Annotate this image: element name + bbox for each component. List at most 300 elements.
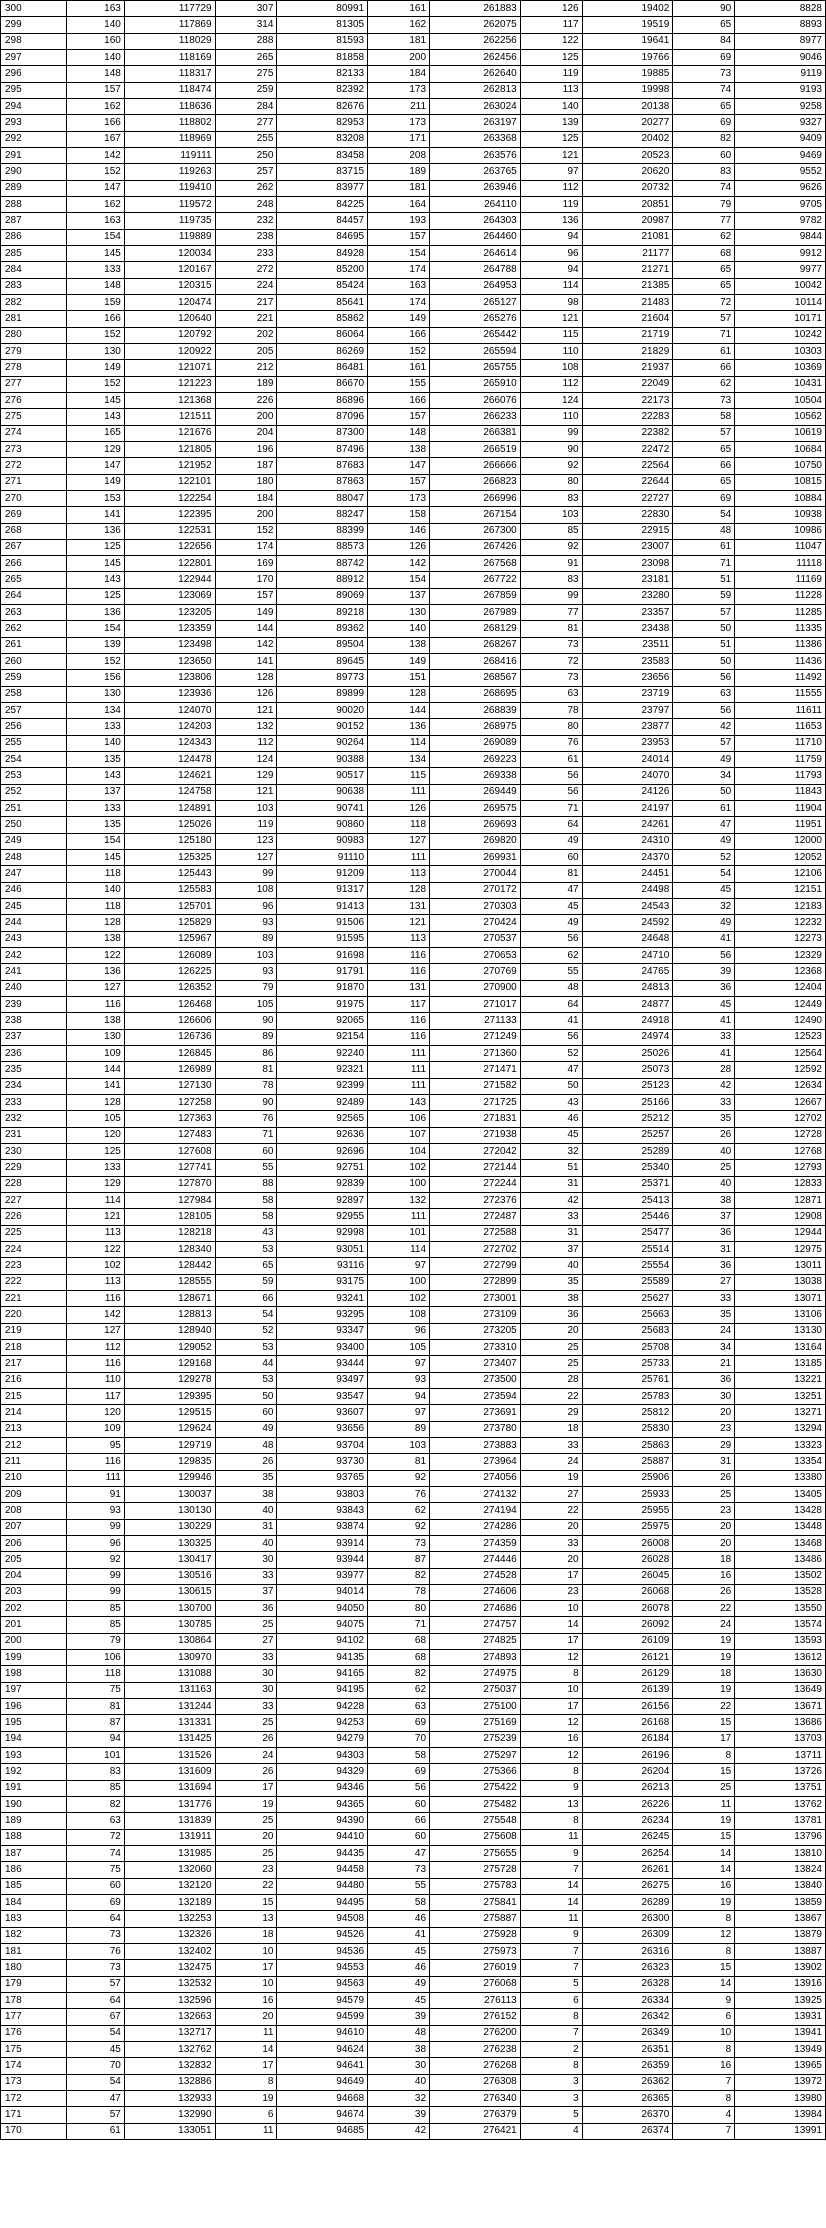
table-cell: 83208 xyxy=(277,131,368,147)
table-cell: 69 xyxy=(368,1764,430,1780)
table-cell: 163 xyxy=(368,278,430,294)
table-row xyxy=(1,1960,826,1976)
table-row xyxy=(1,1797,826,1813)
table-cell: 275548 xyxy=(430,1813,521,1829)
table-cell: 277 xyxy=(215,115,277,131)
table-cell: 45 xyxy=(673,997,735,1013)
table-cell: 173 xyxy=(1,2074,67,2090)
table-cell: 40 xyxy=(673,1176,735,1192)
table-cell: 26234 xyxy=(582,1813,673,1829)
table-cell: 94050 xyxy=(277,1601,368,1617)
table-cell: 114 xyxy=(368,735,430,751)
table-cell: 207 xyxy=(1,1519,67,1535)
table-cell: 103 xyxy=(520,507,582,523)
table-cell: 294 xyxy=(1,98,67,114)
table-cell: 275 xyxy=(1,409,67,425)
table-cell: 67 xyxy=(67,2009,125,2025)
table-cell: 129835 xyxy=(124,1454,215,1470)
table-cell: 24451 xyxy=(582,866,673,882)
table-cell: 89 xyxy=(215,1029,277,1045)
table-cell: 126352 xyxy=(124,980,215,996)
table-cell: 34 xyxy=(673,1339,735,1355)
table-cell: 136 xyxy=(368,719,430,735)
table-cell: 65 xyxy=(673,262,735,278)
table-cell: 119 xyxy=(520,66,582,82)
table-cell: 65 xyxy=(215,1258,277,1274)
table-cell: 71 xyxy=(673,327,735,343)
table-cell: 247 xyxy=(1,866,67,882)
table-cell: 10242 xyxy=(735,327,826,343)
table-cell: 111 xyxy=(368,850,430,866)
table-cell: 269693 xyxy=(430,817,521,833)
table-cell: 25446 xyxy=(582,1209,673,1225)
table-cell: 124070 xyxy=(124,703,215,719)
table-cell: 24 xyxy=(673,1323,735,1339)
table-cell: 26359 xyxy=(582,2058,673,2074)
table-row xyxy=(1,2042,826,2058)
table-cell: 93656 xyxy=(277,1421,368,1437)
table-cell: 94228 xyxy=(277,1699,368,1715)
table-cell: 13887 xyxy=(735,1944,826,1960)
table-cell: 129515 xyxy=(124,1405,215,1421)
table-cell: 92 xyxy=(520,539,582,555)
table-cell: 10938 xyxy=(735,507,826,523)
table-row xyxy=(1,866,826,882)
table-cell: 6 xyxy=(215,2107,277,2123)
table-cell: 93400 xyxy=(277,1339,368,1355)
table-cell: 229 xyxy=(1,1160,67,1176)
table-row xyxy=(1,1290,826,1306)
table-cell: 268267 xyxy=(430,637,521,653)
table-row xyxy=(1,327,826,343)
table-cell: 119410 xyxy=(124,180,215,196)
table-cell: 10431 xyxy=(735,376,826,392)
table-cell: 261 xyxy=(1,637,67,653)
table-cell: 94674 xyxy=(277,2107,368,2123)
table-cell: 11611 xyxy=(735,703,826,719)
table-cell: 13221 xyxy=(735,1372,826,1388)
table-cell: 118169 xyxy=(124,49,215,65)
table-cell: 17 xyxy=(215,1960,277,1976)
table-cell: 273883 xyxy=(430,1437,521,1453)
table-cell: 270653 xyxy=(430,948,521,964)
table-cell: 25955 xyxy=(582,1503,673,1519)
table-cell: 90388 xyxy=(277,752,368,768)
table-cell: 141 xyxy=(215,654,277,670)
table-cell: 163 xyxy=(67,213,125,229)
table-cell: 179 xyxy=(1,1976,67,1992)
table-cell: 8828 xyxy=(735,1,826,17)
table-cell: 129395 xyxy=(124,1388,215,1404)
table-row xyxy=(1,784,826,800)
table-cell: 24070 xyxy=(582,768,673,784)
table-cell: 83715 xyxy=(277,164,368,180)
table-cell: 112 xyxy=(520,376,582,392)
table-cell: 266233 xyxy=(430,409,521,425)
table-row xyxy=(1,507,826,523)
table-cell: 125443 xyxy=(124,866,215,882)
table-cell: 263368 xyxy=(430,131,521,147)
table-cell: 26334 xyxy=(582,1993,673,2009)
table-cell: 8 xyxy=(520,1813,582,1829)
table-cell: 145 xyxy=(67,245,125,261)
table-cell: 269575 xyxy=(430,801,521,817)
table-cell: 148 xyxy=(67,66,125,82)
table-cell: 112 xyxy=(520,180,582,196)
table-cell: 38 xyxy=(368,2042,430,2058)
table-row xyxy=(1,1029,826,1045)
table-cell: 87096 xyxy=(277,409,368,425)
table-cell: 155 xyxy=(368,376,430,392)
table-cell: 26309 xyxy=(582,1927,673,1943)
table-row xyxy=(1,2025,826,2041)
table-row xyxy=(1,1813,826,1829)
table-cell: 244 xyxy=(1,915,67,931)
table-cell: 160 xyxy=(67,33,125,49)
table-cell: 123069 xyxy=(124,588,215,604)
table-cell: 79 xyxy=(673,196,735,212)
table-row xyxy=(1,1601,826,1617)
table-cell: 25812 xyxy=(582,1405,673,1421)
table-cell: 276152 xyxy=(430,2009,521,2025)
table-cell: 50 xyxy=(673,621,735,637)
table-cell: 11653 xyxy=(735,719,826,735)
table-cell: 76 xyxy=(67,1944,125,1960)
table-row xyxy=(1,1568,826,1584)
table-cell: 94685 xyxy=(277,2123,368,2139)
table-cell: 264 xyxy=(1,588,67,604)
table-cell: 52 xyxy=(520,1046,582,1062)
table-cell: 272487 xyxy=(430,1209,521,1225)
table-cell: 81 xyxy=(520,866,582,882)
table-cell: 19641 xyxy=(582,33,673,49)
table-cell: 224 xyxy=(215,278,277,294)
table-row xyxy=(1,1895,826,1911)
table-cell: 237 xyxy=(1,1029,67,1045)
table-cell: 4 xyxy=(520,2123,582,2139)
table-cell: 120315 xyxy=(124,278,215,294)
table-cell: 65 xyxy=(673,278,735,294)
table-cell: 270303 xyxy=(430,899,521,915)
table-cell: 61 xyxy=(673,801,735,817)
table-cell: 56 xyxy=(673,703,735,719)
table-cell: 269 xyxy=(1,507,67,523)
table-cell: 139 xyxy=(67,637,125,653)
table-cell: 22 xyxy=(215,1878,277,1894)
table-cell: 183 xyxy=(1,1911,67,1927)
table-cell: 89899 xyxy=(277,686,368,702)
table-cell: 118802 xyxy=(124,115,215,131)
table-cell: 125 xyxy=(67,539,125,555)
table-cell: 132990 xyxy=(124,2107,215,2123)
table-cell: 270900 xyxy=(430,980,521,996)
table-cell: 84225 xyxy=(277,196,368,212)
table-cell: 91413 xyxy=(277,899,368,915)
table-cell: 121223 xyxy=(124,376,215,392)
table-row xyxy=(1,1209,826,1225)
table-row xyxy=(1,1405,826,1421)
table-cell: 12 xyxy=(520,1650,582,1666)
table-cell: 154 xyxy=(67,833,125,849)
table-row xyxy=(1,1241,826,1257)
table-cell: 56 xyxy=(368,1780,430,1796)
table-cell: 12404 xyxy=(735,980,826,996)
table-cell: 33 xyxy=(673,1290,735,1306)
table-cell: 131244 xyxy=(124,1699,215,1715)
table-cell: 26300 xyxy=(582,1911,673,1927)
table-cell: 272042 xyxy=(430,1143,521,1159)
table-cell: 23511 xyxy=(582,637,673,653)
table-row xyxy=(1,278,826,294)
table-cell: 13726 xyxy=(735,1764,826,1780)
table-cell: 205 xyxy=(215,343,277,359)
table-cell: 88247 xyxy=(277,507,368,523)
table-cell: 152 xyxy=(67,654,125,670)
table-cell: 264788 xyxy=(430,262,521,278)
table-cell: 178 xyxy=(1,1993,67,2009)
table-cell: 12793 xyxy=(735,1160,826,1176)
table-cell: 264303 xyxy=(430,213,521,229)
table-row xyxy=(1,801,826,817)
table-row xyxy=(1,147,826,163)
table-cell: 23438 xyxy=(582,621,673,637)
table-cell: 100 xyxy=(368,1176,430,1192)
table-cell: 29 xyxy=(673,1437,735,1453)
table-cell: 265127 xyxy=(430,294,521,310)
table-cell: 94390 xyxy=(277,1813,368,1829)
table-cell: 140 xyxy=(67,17,125,33)
table-cell: 85 xyxy=(520,523,582,539)
table-cell: 25830 xyxy=(582,1421,673,1437)
table-cell: 161 xyxy=(368,360,430,376)
table-cell: 261883 xyxy=(430,1,521,17)
table-cell: 11759 xyxy=(735,752,826,768)
table-cell: 12728 xyxy=(735,1127,826,1143)
table-cell: 11904 xyxy=(735,801,826,817)
table-cell: 92 xyxy=(520,458,582,474)
table-cell: 275655 xyxy=(430,1846,521,1862)
table-cell: 296 xyxy=(1,66,67,82)
table-cell: 202 xyxy=(1,1601,67,1617)
table-cell: 26275 xyxy=(582,1878,673,1894)
table-cell: 140 xyxy=(67,49,125,65)
table-cell: 128340 xyxy=(124,1241,215,1257)
table-cell: 220 xyxy=(1,1307,67,1323)
table-cell: 269449 xyxy=(430,784,521,800)
table-cell: 90 xyxy=(520,441,582,457)
table-cell: 87496 xyxy=(277,441,368,457)
table-cell: 184 xyxy=(368,66,430,82)
table-row xyxy=(1,409,826,425)
table-cell: 8 xyxy=(520,2009,582,2025)
table-cell: 26078 xyxy=(582,1601,673,1617)
table-cell: 122944 xyxy=(124,572,215,588)
table-cell: 25863 xyxy=(582,1437,673,1453)
table-cell: 20732 xyxy=(582,180,673,196)
table-cell: 14 xyxy=(215,2042,277,2058)
table-cell: 10042 xyxy=(735,278,826,294)
table-cell: 93 xyxy=(215,964,277,980)
table-cell: 73 xyxy=(67,1960,125,1976)
table-cell: 33 xyxy=(520,1535,582,1551)
table-cell: 136 xyxy=(67,605,125,621)
table-cell: 92154 xyxy=(277,1029,368,1045)
table-cell: 22382 xyxy=(582,425,673,441)
table-cell: 121071 xyxy=(124,360,215,376)
table-cell: 26 xyxy=(215,1764,277,1780)
table-cell: 263765 xyxy=(430,164,521,180)
table-cell: 128 xyxy=(215,670,277,686)
table-cell: 31 xyxy=(215,1519,277,1535)
table-cell: 92 xyxy=(368,1519,430,1535)
table-cell: 99 xyxy=(520,588,582,604)
table-cell: 152 xyxy=(67,164,125,180)
table-cell: 53 xyxy=(215,1241,277,1257)
table-cell: 26068 xyxy=(582,1584,673,1600)
table-cell: 157 xyxy=(67,82,125,98)
table-cell: 272 xyxy=(215,262,277,278)
table-cell: 96 xyxy=(520,245,582,261)
table-cell: 21177 xyxy=(582,245,673,261)
table-cell: 83 xyxy=(673,164,735,180)
table-row xyxy=(1,1339,826,1355)
table-cell: 17 xyxy=(520,1633,582,1649)
table-cell: 88 xyxy=(215,1176,277,1192)
table-cell: 131 xyxy=(368,980,430,996)
table-cell: 9 xyxy=(520,1927,582,1943)
table-cell: 26184 xyxy=(582,1731,673,1747)
table-cell: 103 xyxy=(215,801,277,817)
table-cell: 20851 xyxy=(582,196,673,212)
table-cell: 21271 xyxy=(582,262,673,278)
table-cell: 133 xyxy=(67,1160,125,1176)
table-cell: 131609 xyxy=(124,1764,215,1780)
table-cell: 126225 xyxy=(124,964,215,980)
table-cell: 13941 xyxy=(735,2025,826,2041)
table-cell: 93295 xyxy=(277,1307,368,1323)
table-cell: 38 xyxy=(673,1192,735,1208)
table-cell: 121 xyxy=(215,703,277,719)
table-cell: 137 xyxy=(67,784,125,800)
table-cell: 288 xyxy=(215,33,277,49)
table-cell: 55 xyxy=(520,964,582,980)
table-cell: 7 xyxy=(520,2025,582,2041)
table-row xyxy=(1,1519,826,1535)
table-cell: 55 xyxy=(215,1160,277,1176)
table-row xyxy=(1,523,826,539)
table-cell: 222 xyxy=(1,1274,67,1290)
table-cell: 12106 xyxy=(735,866,826,882)
table-cell: 68 xyxy=(368,1650,430,1666)
table-cell: 181 xyxy=(1,1944,67,1960)
table-cell: 174 xyxy=(368,294,430,310)
table-cell: 157 xyxy=(368,229,430,245)
table-cell: 137 xyxy=(368,588,430,604)
table-row xyxy=(1,49,826,65)
table-cell: 13294 xyxy=(735,1421,826,1437)
table-cell: 56 xyxy=(673,670,735,686)
table-cell: 144 xyxy=(368,703,430,719)
table-cell: 12 xyxy=(520,1715,582,1731)
table-cell: 212 xyxy=(1,1437,67,1453)
table-cell: 272244 xyxy=(430,1176,521,1192)
table-cell: 275239 xyxy=(430,1731,521,1747)
table-cell: 38 xyxy=(520,1290,582,1306)
table-cell: 92636 xyxy=(277,1127,368,1143)
table-cell: 84695 xyxy=(277,229,368,245)
table-cell: 13271 xyxy=(735,1405,826,1421)
table-cell: 47 xyxy=(67,2091,125,2107)
table-cell: 281 xyxy=(1,311,67,327)
table-cell: 111 xyxy=(368,1078,430,1094)
table-row xyxy=(1,588,826,604)
table-cell: 131776 xyxy=(124,1797,215,1813)
table-row xyxy=(1,425,826,441)
table-cell: 159 xyxy=(67,294,125,310)
table-cell: 77 xyxy=(673,213,735,229)
table-cell: 132532 xyxy=(124,1976,215,1992)
table-cell: 30 xyxy=(673,1388,735,1404)
table-cell: 189 xyxy=(215,376,277,392)
table-cell: 88399 xyxy=(277,523,368,539)
table-row xyxy=(1,245,826,261)
table-cell: 268695 xyxy=(430,686,521,702)
table-cell: 26245 xyxy=(582,1829,673,1845)
table-cell: 118317 xyxy=(124,66,215,82)
table-cell: 19 xyxy=(673,1895,735,1911)
table-cell: 132 xyxy=(215,719,277,735)
table-cell: 86269 xyxy=(277,343,368,359)
table-cell: 92897 xyxy=(277,1192,368,1208)
table-cell: 89218 xyxy=(277,605,368,621)
table-cell: 154 xyxy=(368,572,430,588)
table-cell: 23 xyxy=(520,1584,582,1600)
table-cell: 273964 xyxy=(430,1454,521,1470)
table-cell: 127741 xyxy=(124,1160,215,1176)
table-cell: 26323 xyxy=(582,1960,673,1976)
table-cell: 50 xyxy=(520,1078,582,1094)
table-cell: 254 xyxy=(1,752,67,768)
table-cell: 94303 xyxy=(277,1748,368,1764)
table-cell: 161 xyxy=(368,1,430,17)
table-cell: 16 xyxy=(673,1878,735,1894)
table-cell: 36 xyxy=(673,980,735,996)
table-cell: 269223 xyxy=(430,752,521,768)
table-row xyxy=(1,1535,826,1551)
table-cell: 24 xyxy=(673,1617,735,1633)
table-cell: 26226 xyxy=(582,1797,673,1813)
table-cell: 9193 xyxy=(735,82,826,98)
table-cell: 129 xyxy=(67,441,125,457)
table-row xyxy=(1,1584,826,1600)
table-cell: 24197 xyxy=(582,801,673,817)
table-cell: 267989 xyxy=(430,605,521,621)
table-cell: 140 xyxy=(368,621,430,637)
table-cell: 174 xyxy=(1,2058,67,2074)
table-cell: 18 xyxy=(215,1927,277,1943)
table-cell: 94599 xyxy=(277,2009,368,2025)
table-cell: 262256 xyxy=(430,33,521,49)
table-cell: 53 xyxy=(215,1339,277,1355)
table-row xyxy=(1,1682,826,1698)
table-cell: 26261 xyxy=(582,1862,673,1878)
table-cell: 120640 xyxy=(124,311,215,327)
table-cell: 116 xyxy=(67,1356,125,1372)
table-cell: 8 xyxy=(673,1911,735,1927)
table-cell: 96 xyxy=(368,1323,430,1339)
table-cell: 26121 xyxy=(582,1650,673,1666)
table-cell: 20402 xyxy=(582,131,673,147)
